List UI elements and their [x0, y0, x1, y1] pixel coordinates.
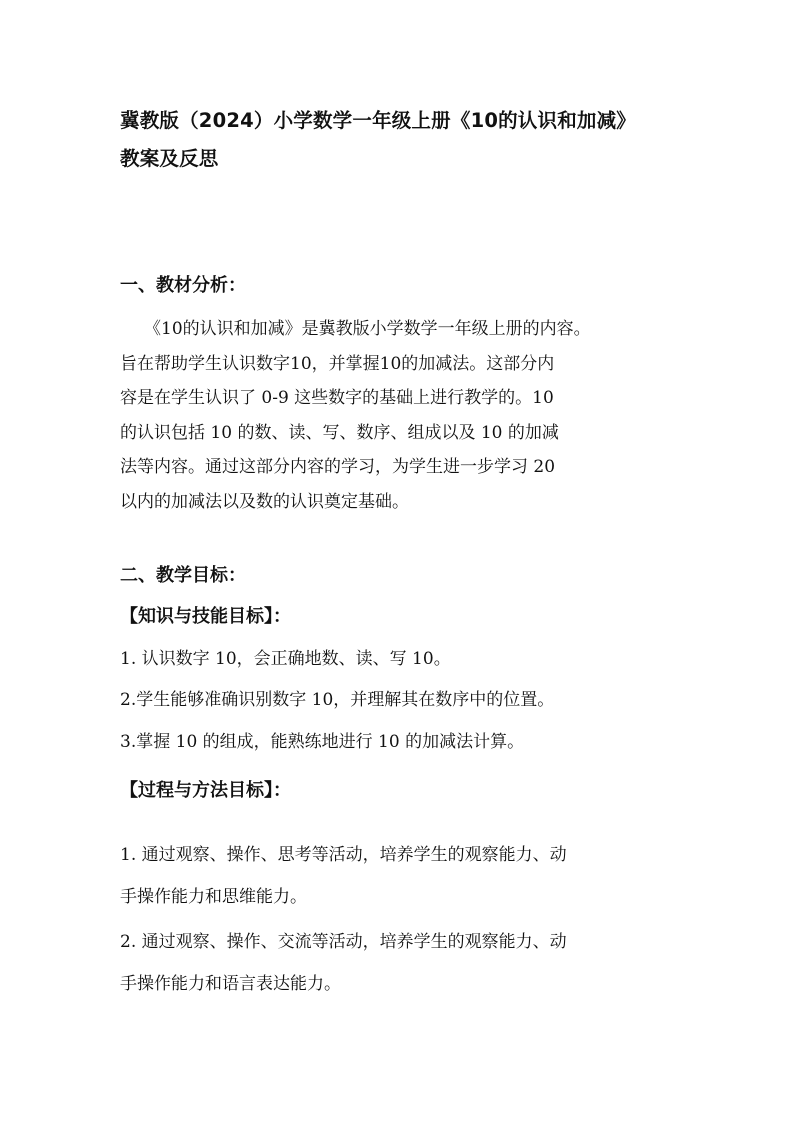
paragraph-line: 法等内容。通过这部分内容的学习，为学生进一步学习 20	[120, 457, 556, 478]
section-heading-teaching-goals: 二、教学目标：	[120, 565, 246, 586]
section-heading-textbook-analysis: 一、教材分析：	[120, 275, 246, 296]
document-title	[120, 102, 700, 178]
paragraph-line: 容是在学生认识了 0-9 这些数字的基础上进行教学的。10	[120, 388, 554, 409]
title-line-1: 冀教版（2024）小学数学一年级上册《10的认识和加减》	[120, 109, 637, 132]
paragraph-line: 以内的加减法以及数的认识奠定基础。	[120, 491, 409, 512]
process-item-2	[120, 921, 680, 1005]
title-line-2: 教案及反思	[120, 147, 219, 170]
paragraph-line: 的认识包括 10 的数、读、写、数序、组成以及 10 的加减	[120, 422, 559, 443]
knowledge-item-2: 2.学生能够准确识别数字 10，并理解其在数序中的位置。	[120, 690, 555, 710]
textbook-analysis-paragraph	[120, 312, 680, 520]
knowledge-item-1: 1. 认识数字 10，会正确地数、读、写 10。	[120, 649, 451, 669]
subheading-process-methods: 【过程与方法目标】：	[120, 780, 291, 801]
subheading-knowledge-skills: 【知识与技能目标】：	[120, 606, 291, 627]
paragraph-line: 旨在帮助学生认识数字10，并掌握10的加减法。这部分内	[120, 353, 555, 374]
process-item-line: 2. 通过观察、操作、交流等活动，培养学生的观察能力、动	[120, 932, 567, 952]
process-item-line: 1. 通过观察、操作、思考等活动，培养学生的观察能力、动	[120, 845, 567, 865]
paragraph-line: 《10的认识和加减》是冀教版小学数学一年级上册的内容。	[144, 319, 591, 339]
process-item-line: 手操作能力和语言表达能力。	[120, 974, 341, 994]
knowledge-item-3: 3.掌握 10 的组成，能熟练地进行 10 的加减法计算。	[120, 732, 525, 752]
process-item-1	[120, 834, 680, 918]
process-item-line: 手操作能力和思维能力。	[120, 887, 307, 907]
